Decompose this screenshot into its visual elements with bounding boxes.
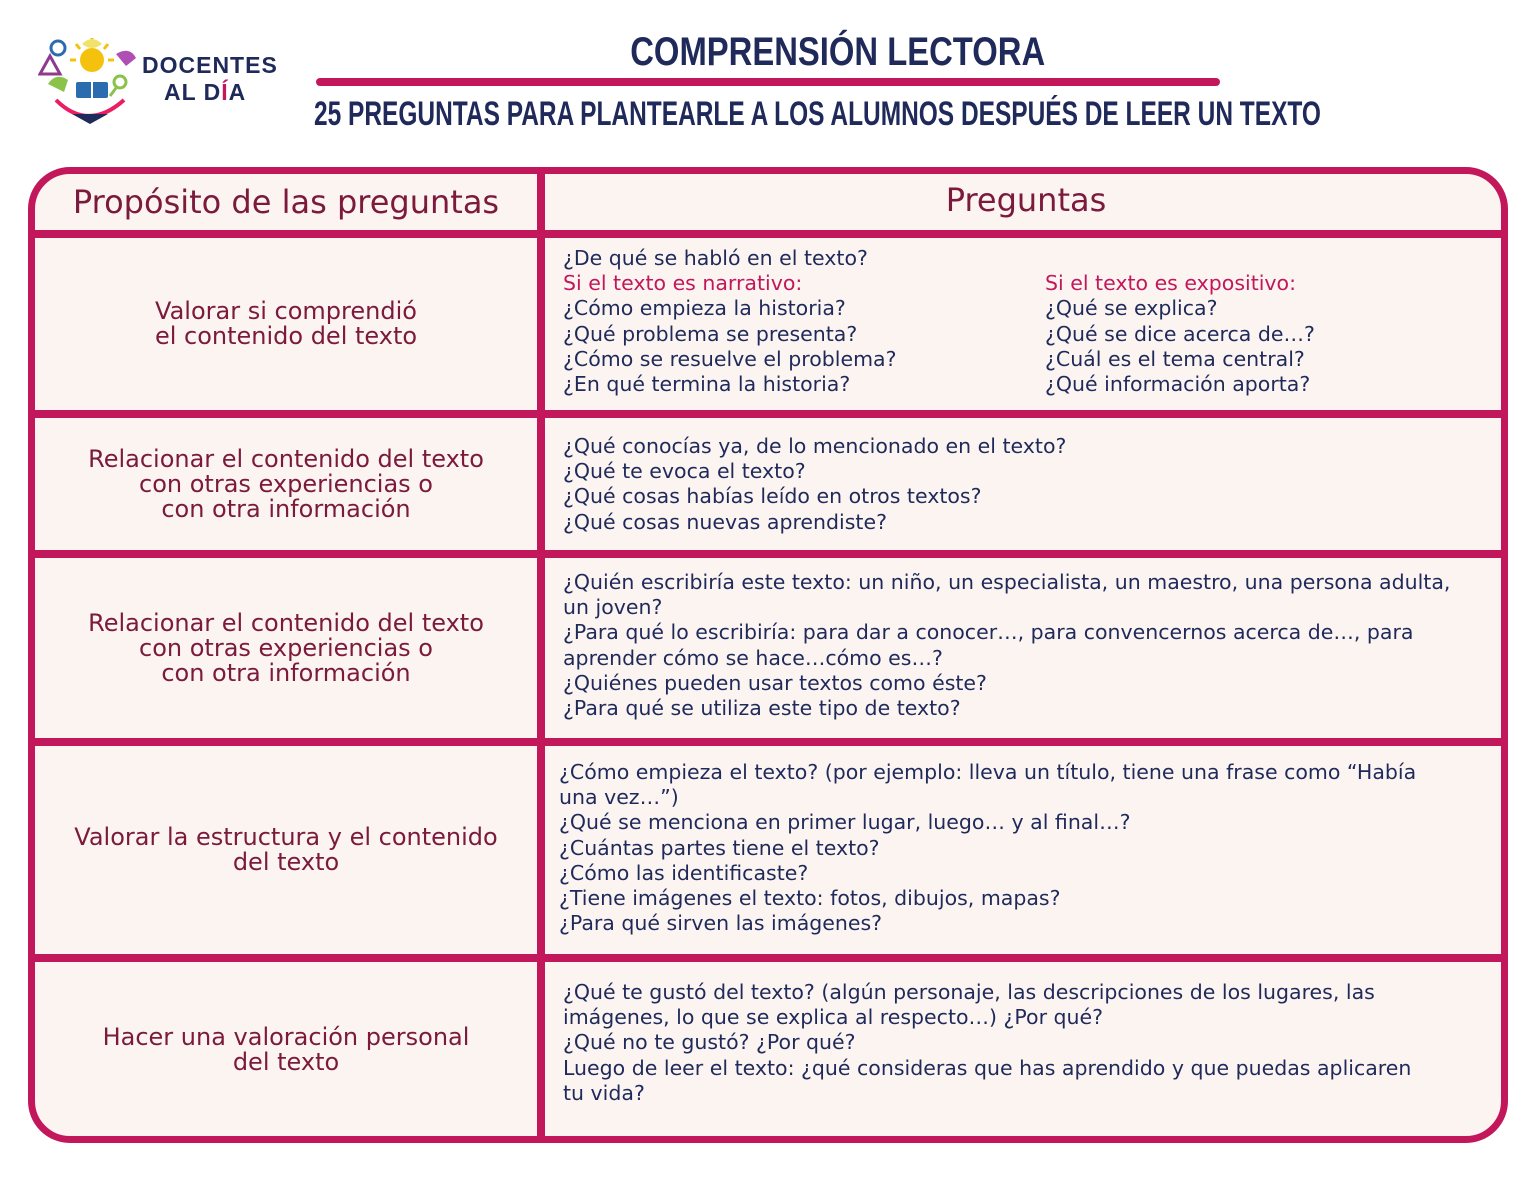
question-item: ¿Qué se dice acerca de…? [1045, 321, 1315, 346]
row-1-purpose: Valorar si comprendió el contenido del texto [154, 297, 418, 350]
question-item: ¿Qué se explica? [1045, 296, 1218, 321]
row-divider [35, 954, 1501, 962]
row-5-purpose: Hacer una valoración personal del texto [102, 1023, 470, 1076]
narrative-column [563, 271, 897, 397]
row-4-purpose: Valorar la estructura y el contenido del texto [74, 823, 498, 876]
question-item: ¿Cómo empieza el texto? (por ejemplo: lleva un título, tiene una frase como “Había una vez…”) [559, 760, 1417, 810]
row-divider [35, 550, 1501, 558]
question-item: ¿Qué cosas nuevas aprendiste? [563, 509, 887, 534]
expository-column [1045, 271, 1315, 397]
narrative-label: Si el texto es narrativo: [563, 271, 803, 296]
question-item: ¿Tiene imágenes el texto: fotos, dibujos, mapas? [559, 886, 1061, 911]
docentes-al-dia-logo [38, 36, 278, 128]
question-item: ¿Qué información aporta? [1045, 372, 1311, 397]
question-item: ¿Cómo empieza la historia? [563, 296, 846, 321]
page-subtitle: 25 PREGUNTAS PARA PLANTEARLE A LOS ALUMNOS DESPUÉS DE LEER UN TEXTO [314, 95, 1321, 133]
question-item: Luego de leer el texto: ¿qué consideras que has aprendido y que puedas aplicaren tu vida? [563, 1055, 1412, 1105]
row-divider [35, 738, 1501, 746]
row-2-questions [563, 434, 1493, 535]
logo-emblem-icon [38, 36, 142, 128]
logo-line-2: AL DÍA [164, 79, 247, 105]
question-item: ¿Quién escribiría este texto: un niño, un especialista, un maestro, una persona adulta, un joven? [563, 570, 1451, 620]
question-item: ¿Qué se menciona en primer lugar, luego… y al final…? [559, 810, 1131, 835]
logo-wordmark [142, 52, 278, 106]
question-item: ¿De qué se habló en el texto? [563, 246, 868, 270]
question-item: ¿Cómo las identificaste? [559, 860, 809, 885]
question-item: ¿Qué cosas habías leído en otros textos? [563, 484, 982, 509]
question-item: ¿Cómo se resuelve el problema? [563, 346, 897, 371]
row-4-questions [559, 760, 1439, 936]
question-item: ¿Qué te gustó del texto? (algún personaje, las descripciones de los lugares, las imágenes, lo que se explica al respecto…) ¿Por qué? [563, 980, 1375, 1030]
row-5-questions [563, 980, 1423, 1106]
question-item: ¿Qué te evoca el texto? [563, 459, 806, 484]
question-item: ¿Cuántas partes tiene el texto? [559, 835, 880, 860]
row-divider [35, 230, 1501, 238]
question-item: ¿Cuál es el tema central? [1045, 346, 1305, 371]
logo-line-1: DOCENTES [142, 52, 278, 78]
row-divider [35, 410, 1501, 418]
question-item: ¿En qué termina la historia? [563, 372, 851, 397]
page-title: COMPRENSIÓN LECTORA [630, 30, 1046, 74]
question-item: ¿Para qué lo escribiría: para dar a conocer…, para convencernos acerca de…, para aprender cómo se hace…cómo es…? [563, 620, 1414, 670]
question-item: ¿Qué conocías ya, de lo mencionado en el texto? [563, 434, 1067, 458]
row-3-questions [563, 570, 1453, 721]
row-1-questions [563, 246, 1493, 397]
questions-table [28, 167, 1508, 1143]
question-item: ¿Para qué se utiliza este tipo de texto? [563, 696, 961, 721]
column-divider [537, 174, 545, 1136]
question-item: ¿Qué problema se presenta? [563, 321, 858, 346]
row-3-purpose: Relacionar el contenido del texto con otras experiencias o con otra información [88, 608, 484, 687]
expository-label: Si el texto es expositivo: [1045, 271, 1297, 296]
question-item: ¿Qué no te gustó? ¿Por qué? [563, 1030, 856, 1055]
header-purpose: Propósito de las preguntas [72, 182, 500, 221]
question-item: ¿Para qué sirven las imágenes? [559, 911, 883, 936]
row-2-purpose: Relacionar el contenido del texto con otras experiencias o con otra información [88, 444, 484, 523]
title-divider [316, 78, 1220, 86]
question-item: ¿Quiénes pueden usar textos como éste? [563, 670, 987, 695]
header-questions: Preguntas [945, 181, 1107, 219]
